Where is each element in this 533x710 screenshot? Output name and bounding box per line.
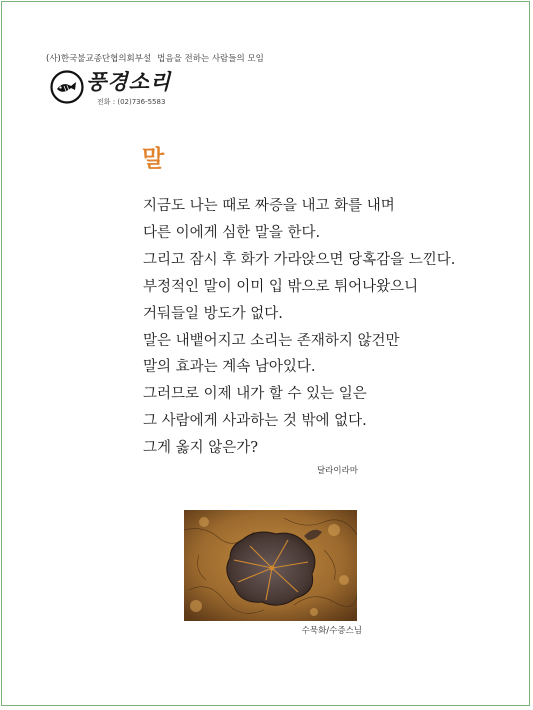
article-title: 말 xyxy=(142,145,165,172)
article-line: 지금도 나는 때로 짜증을 내고 화를 내며 xyxy=(143,198,395,214)
article-line: 그리고 잠시 후 화가 가라앉으면 당혹감을 느낀다. xyxy=(143,251,456,268)
article-line: 말은 내뱉어지고 소리는 존재하지 않건만 xyxy=(143,332,400,349)
organization-name: (사)한국불교종단협의회부설 xyxy=(46,54,152,64)
article-line: 부정적인 말이 이미 입 밖으로 튀어나왔으니 xyxy=(143,278,419,295)
ink-painting-image xyxy=(184,510,357,621)
article-line: 거둬들일 방도가 없다. xyxy=(143,305,283,322)
article-author: 달라이라마 xyxy=(316,466,358,476)
brand-name: 풍경소리 xyxy=(86,69,172,94)
article-line: 그 사람에게 사과하는 것 밖에 없다. xyxy=(143,413,367,430)
fish-wind-bell-icon xyxy=(50,70,84,104)
page xyxy=(1,1,530,706)
phone-number: 전화 : (02)736-5583 xyxy=(97,98,166,106)
organization-line xyxy=(46,52,264,64)
article-line: 그게 옳지 않은가? xyxy=(143,440,259,457)
article-line: 그러므로 이제 내가 할 수 있는 일은 xyxy=(143,386,367,403)
article-body xyxy=(143,193,455,462)
article-line: 말의 효과는 계속 남아있다. xyxy=(143,359,316,376)
artwork-caption: 수묵화/수증스님 xyxy=(301,626,362,636)
article-line: 다른 이에게 심한 말을 한다. xyxy=(143,224,321,241)
slogan: 법음을 전하는 사람들의 모임 xyxy=(157,54,264,64)
